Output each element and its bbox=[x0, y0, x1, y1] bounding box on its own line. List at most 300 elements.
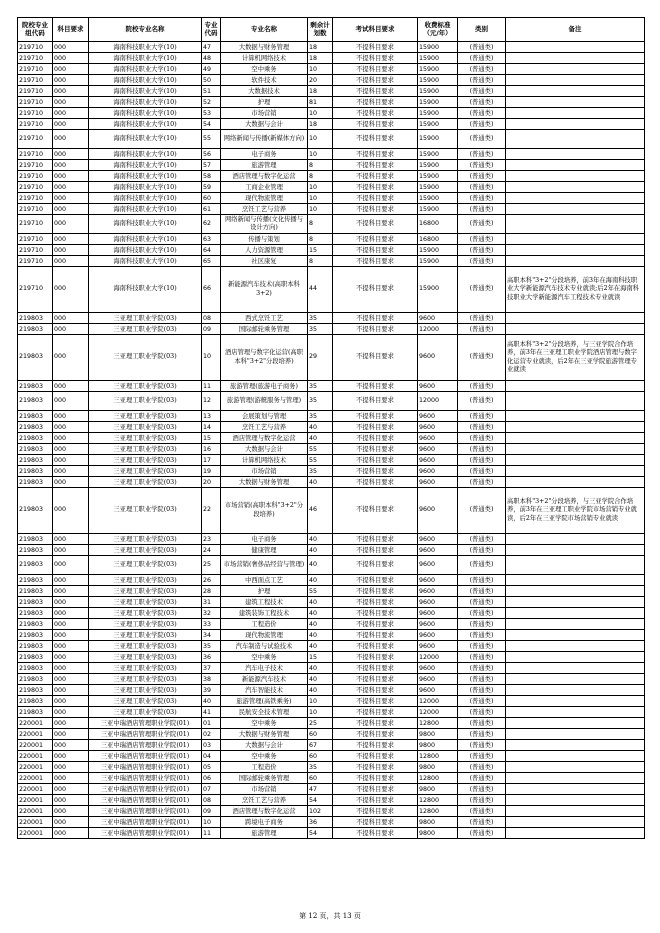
cell-note bbox=[506, 204, 645, 215]
cell-group-code: 219803 bbox=[18, 556, 53, 575]
cell-exam: 不提科目要求 bbox=[333, 652, 418, 663]
header-note: 备注 bbox=[506, 18, 645, 42]
cell-school: 三亚中瑞酒店管理职业学院(01) bbox=[89, 773, 202, 784]
cell-plan: 10 bbox=[308, 193, 333, 204]
cell-subject: 000 bbox=[53, 488, 89, 534]
cell-group-code: 219710 bbox=[18, 130, 53, 149]
cell-plan: 18 bbox=[308, 53, 333, 64]
cell-school: 三亚理工职业学院(03) bbox=[89, 433, 202, 444]
cell-major-code: 36 bbox=[202, 652, 221, 663]
cell-subject: 000 bbox=[53, 685, 89, 696]
cell-group-code: 219803 bbox=[18, 488, 53, 534]
cell-group-code: 220001 bbox=[18, 784, 53, 795]
cell-subject: 000 bbox=[53, 422, 89, 433]
cell-exam: 不提科目要求 bbox=[333, 182, 418, 193]
table-row bbox=[18, 545, 645, 556]
cell-fee: 12000 bbox=[418, 696, 458, 707]
cell-plan: 40 bbox=[308, 597, 333, 608]
cell-fee: 9600 bbox=[418, 466, 458, 477]
cell-group-code: 219803 bbox=[18, 652, 53, 663]
cell-exam: 不提科目要求 bbox=[333, 267, 418, 313]
cell-exam: 不提科目要求 bbox=[333, 586, 418, 597]
cell-major: 民航安全技术管理 bbox=[221, 707, 308, 718]
cell-major: 酒店管理与数字化运营(高职本科"3+2"分段培养) bbox=[221, 335, 308, 381]
cell-school: 三亚理工职业学院(03) bbox=[89, 630, 202, 641]
cell-subject: 000 bbox=[53, 586, 89, 597]
cell-plan: 40 bbox=[308, 477, 333, 488]
cell-exam: 不提科目要求 bbox=[333, 707, 418, 718]
cell-school: 海南科技职业大学(10) bbox=[89, 171, 202, 182]
cell-school: 海南科技职业大学(10) bbox=[89, 86, 202, 97]
cell-major-code: 04 bbox=[202, 751, 221, 762]
cell-plan: 35 bbox=[308, 324, 333, 335]
cell-major: 大数据与财务管理 bbox=[221, 42, 308, 53]
cell-subject: 000 bbox=[53, 171, 89, 182]
table-row bbox=[18, 817, 645, 828]
cell-subject: 000 bbox=[53, 204, 89, 215]
cell-major: 护理 bbox=[221, 97, 308, 108]
cell-group-code: 220001 bbox=[18, 795, 53, 806]
cell-note bbox=[506, 171, 645, 182]
table-row bbox=[18, 597, 645, 608]
cell-plan: 60 bbox=[308, 729, 333, 740]
cell-exam: 不提科目要求 bbox=[333, 215, 418, 234]
cell-plan: 15 bbox=[308, 245, 333, 256]
cell-subject: 000 bbox=[53, 806, 89, 817]
cell-plan: 40 bbox=[308, 422, 333, 433]
cell-group-code: 219710 bbox=[18, 64, 53, 75]
cell-category: (普通类) bbox=[458, 97, 506, 108]
cell-category: (普通类) bbox=[458, 411, 506, 422]
cell-group-code: 219803 bbox=[18, 313, 53, 324]
cell-subject: 000 bbox=[53, 707, 89, 718]
cell-group-code: 219803 bbox=[18, 444, 53, 455]
cell-subject: 000 bbox=[53, 411, 89, 422]
cell-exam: 不提科目要求 bbox=[333, 817, 418, 828]
cell-subject: 000 bbox=[53, 392, 89, 411]
cell-plan: 35 bbox=[308, 313, 333, 324]
table-row bbox=[18, 477, 645, 488]
table-row bbox=[18, 182, 645, 193]
cell-note bbox=[506, 718, 645, 729]
table-row bbox=[18, 171, 645, 182]
cell-note bbox=[506, 108, 645, 119]
cell-subject: 000 bbox=[53, 313, 89, 324]
cell-group-code: 219803 bbox=[18, 433, 53, 444]
cell-note bbox=[506, 477, 645, 488]
cell-major: 传播与策划 bbox=[221, 234, 308, 245]
cell-major: 旅游管理(高铁乘务) bbox=[221, 696, 308, 707]
cell-plan: 20 bbox=[308, 75, 333, 86]
cell-school: 三亚理工职业学院(03) bbox=[89, 707, 202, 718]
cell-note bbox=[506, 193, 645, 204]
cell-school: 三亚理工职业学院(03) bbox=[89, 411, 202, 422]
cell-major: 工程造价 bbox=[221, 619, 308, 630]
cell-major-code: 38 bbox=[202, 674, 221, 685]
cell-plan: 40 bbox=[308, 685, 333, 696]
cell-note bbox=[506, 608, 645, 619]
cell-exam: 不提科目要求 bbox=[333, 597, 418, 608]
cell-major: 烹饪工艺与营养 bbox=[221, 422, 308, 433]
cell-category: (普通类) bbox=[458, 335, 506, 381]
cell-note bbox=[506, 762, 645, 773]
cell-group-code: 219803 bbox=[18, 696, 53, 707]
cell-subject: 000 bbox=[53, 575, 89, 586]
cell-subject: 000 bbox=[53, 119, 89, 130]
cell-exam: 不提科目要求 bbox=[333, 556, 418, 575]
cell-group-code: 219710 bbox=[18, 182, 53, 193]
cell-category: (普通类) bbox=[458, 130, 506, 149]
cell-fee: 15900 bbox=[418, 267, 458, 313]
cell-exam: 不提科目要求 bbox=[333, 488, 418, 534]
cell-category: (普通类) bbox=[458, 256, 506, 267]
table-row bbox=[18, 488, 645, 534]
cell-category: (普通类) bbox=[458, 718, 506, 729]
cell-fee: 9600 bbox=[418, 608, 458, 619]
cell-subject: 000 bbox=[53, 108, 89, 119]
cell-group-code: 219803 bbox=[18, 534, 53, 545]
cell-exam: 不提科目要求 bbox=[333, 773, 418, 784]
cell-school: 三亚理工职业学院(03) bbox=[89, 556, 202, 575]
cell-exam: 不提科目要求 bbox=[333, 149, 418, 160]
header-school: 院校专业名称 bbox=[89, 18, 202, 42]
cell-school: 海南科技职业大学(10) bbox=[89, 53, 202, 64]
cell-group-code: 220001 bbox=[18, 729, 53, 740]
cell-major-code: 50 bbox=[202, 75, 221, 86]
cell-school: 三亚中瑞酒店管理职业学院(01) bbox=[89, 762, 202, 773]
header-plan: 剩余计 划数 bbox=[308, 18, 333, 42]
cell-note bbox=[506, 740, 645, 751]
cell-fee: 12800 bbox=[418, 795, 458, 806]
cell-category: (普通类) bbox=[458, 556, 506, 575]
cell-plan: 47 bbox=[308, 784, 333, 795]
cell-subject: 000 bbox=[53, 477, 89, 488]
table-row bbox=[18, 828, 645, 839]
cell-major: 社区康复 bbox=[221, 256, 308, 267]
cell-school: 海南科技职业大学(10) bbox=[89, 204, 202, 215]
cell-exam: 不提科目要求 bbox=[333, 245, 418, 256]
cell-school: 三亚中瑞酒店管理职业学院(01) bbox=[89, 718, 202, 729]
cell-group-code: 219710 bbox=[18, 215, 53, 234]
table-row bbox=[18, 53, 645, 64]
cell-major-code: 10 bbox=[202, 335, 221, 381]
cell-major-code: 60 bbox=[202, 193, 221, 204]
cell-plan: 60 bbox=[308, 773, 333, 784]
cell-subject: 000 bbox=[53, 149, 89, 160]
table-row bbox=[18, 335, 645, 381]
cell-plan: 8 bbox=[308, 171, 333, 182]
cell-exam: 不提科目要求 bbox=[333, 619, 418, 630]
cell-major-code: 13 bbox=[202, 411, 221, 422]
cell-plan: 40 bbox=[308, 545, 333, 556]
cell-major: 大数据与财务管理 bbox=[221, 477, 308, 488]
cell-subject: 000 bbox=[53, 335, 89, 381]
cell-subject: 000 bbox=[53, 762, 89, 773]
cell-school: 三亚中瑞酒店管理职业学院(01) bbox=[89, 828, 202, 839]
table-row bbox=[18, 608, 645, 619]
cell-major: 市场营销 bbox=[221, 466, 308, 477]
cell-note bbox=[506, 817, 645, 828]
table-row bbox=[18, 392, 645, 411]
cell-note bbox=[506, 256, 645, 267]
cell-exam: 不提科目要求 bbox=[333, 324, 418, 335]
cell-group-code: 219710 bbox=[18, 75, 53, 86]
cell-note bbox=[506, 130, 645, 149]
cell-subject: 000 bbox=[53, 53, 89, 64]
cell-group-code: 219803 bbox=[18, 663, 53, 674]
cell-note bbox=[506, 663, 645, 674]
cell-group-code: 219803 bbox=[18, 597, 53, 608]
cell-exam: 不提科目要求 bbox=[333, 685, 418, 696]
cell-major-code: 02 bbox=[202, 729, 221, 740]
cell-major: 软件技术 bbox=[221, 75, 308, 86]
cell-major: 护理 bbox=[221, 586, 308, 597]
cell-school: 三亚中瑞酒店管理职业学院(01) bbox=[89, 729, 202, 740]
cell-plan: 55 bbox=[308, 444, 333, 455]
cell-group-code: 219803 bbox=[18, 335, 53, 381]
cell-major-code: 07 bbox=[202, 784, 221, 795]
cell-subject: 000 bbox=[53, 433, 89, 444]
cell-subject: 000 bbox=[53, 455, 89, 466]
cell-group-code: 219803 bbox=[18, 466, 53, 477]
cell-major-code: 22 bbox=[202, 488, 221, 534]
cell-plan: 55 bbox=[308, 586, 333, 597]
table-row bbox=[18, 586, 645, 597]
cell-major-code: 35 bbox=[202, 641, 221, 652]
cell-exam: 不提科目要求 bbox=[333, 381, 418, 392]
cell-major: 烹饪工艺与营养 bbox=[221, 795, 308, 806]
cell-fee: 9600 bbox=[418, 455, 458, 466]
cell-exam: 不提科目要求 bbox=[333, 784, 418, 795]
cell-category: (普通类) bbox=[458, 182, 506, 193]
cell-school: 三亚中瑞酒店管理职业学院(01) bbox=[89, 784, 202, 795]
cell-plan: 10 bbox=[308, 149, 333, 160]
cell-note bbox=[506, 313, 645, 324]
cell-category: (普通类) bbox=[458, 534, 506, 545]
cell-group-code: 219710 bbox=[18, 86, 53, 97]
cell-plan: 40 bbox=[308, 663, 333, 674]
cell-school: 海南科技职业大学(10) bbox=[89, 42, 202, 53]
cell-plan: 35 bbox=[308, 466, 333, 477]
cell-major-code: 28 bbox=[202, 586, 221, 597]
cell-major-code: 32 bbox=[202, 608, 221, 619]
cell-plan: 8 bbox=[308, 234, 333, 245]
cell-plan: 40 bbox=[308, 534, 333, 545]
cell-category: (普通类) bbox=[458, 108, 506, 119]
cell-fee: 9600 bbox=[418, 597, 458, 608]
table-row bbox=[18, 75, 645, 86]
cell-note bbox=[506, 784, 645, 795]
table-row bbox=[18, 215, 645, 234]
cell-plan: 35 bbox=[308, 411, 333, 422]
table-row bbox=[18, 455, 645, 466]
cell-note: 高职本科"3+2"分段培养，与三亚学院合作培养，前3年在三亚理工职业学院市场营销专业就读，后2年在三亚学院市场营销专业就读 bbox=[506, 488, 645, 534]
cell-group-code: 219803 bbox=[18, 630, 53, 641]
cell-plan: 25 bbox=[308, 718, 333, 729]
cell-plan: 10 bbox=[308, 707, 333, 718]
cell-note bbox=[506, 392, 645, 411]
cell-exam: 不提科目要求 bbox=[333, 466, 418, 477]
cell-major-code: 16 bbox=[202, 444, 221, 455]
cell-group-code: 219710 bbox=[18, 97, 53, 108]
cell-subject: 000 bbox=[53, 641, 89, 652]
cell-school: 三亚理工职业学院(03) bbox=[89, 696, 202, 707]
cell-school: 海南科技职业大学(10) bbox=[89, 149, 202, 160]
cell-major-code: 01 bbox=[202, 718, 221, 729]
table-row bbox=[18, 784, 645, 795]
page-footer: 第 12 页，共 13 页 bbox=[299, 912, 361, 920]
cell-plan: 40 bbox=[308, 433, 333, 444]
table-row bbox=[18, 806, 645, 817]
cell-major-code: 61 bbox=[202, 204, 221, 215]
cell-fee: 15900 bbox=[418, 256, 458, 267]
cell-category: (普通类) bbox=[458, 641, 506, 652]
cell-category: (普通类) bbox=[458, 685, 506, 696]
cell-note bbox=[506, 381, 645, 392]
cell-major-code: 59 bbox=[202, 182, 221, 193]
cell-major-code: 05 bbox=[202, 762, 221, 773]
table-row bbox=[18, 433, 645, 444]
cell-major-code: 26 bbox=[202, 575, 221, 586]
cell-fee: 12000 bbox=[418, 652, 458, 663]
cell-major: 大数据与财务管理 bbox=[221, 729, 308, 740]
table-row bbox=[18, 42, 645, 53]
cell-plan: 10 bbox=[308, 130, 333, 149]
cell-note bbox=[506, 641, 645, 652]
cell-fee: 12800 bbox=[418, 751, 458, 762]
cell-plan: 18 bbox=[308, 119, 333, 130]
cell-exam: 不提科目要求 bbox=[333, 313, 418, 324]
cell-note bbox=[506, 182, 645, 193]
cell-major-code: 12 bbox=[202, 392, 221, 411]
cell-note bbox=[506, 455, 645, 466]
table-row bbox=[18, 751, 645, 762]
cell-major: 新能源汽车技术 bbox=[221, 674, 308, 685]
cell-plan: 67 bbox=[308, 740, 333, 751]
cell-category: (普通类) bbox=[458, 477, 506, 488]
cell-exam: 不提科目要求 bbox=[333, 160, 418, 171]
cell-plan: 35 bbox=[308, 762, 333, 773]
cell-subject: 000 bbox=[53, 193, 89, 204]
cell-note bbox=[506, 806, 645, 817]
cell-plan: 46 bbox=[308, 488, 333, 534]
header-exam: 考试科目要求 bbox=[333, 18, 418, 42]
cell-exam: 不提科目要求 bbox=[333, 411, 418, 422]
cell-note bbox=[506, 619, 645, 630]
cell-major-code: 20 bbox=[202, 477, 221, 488]
cell-category: (普通类) bbox=[458, 42, 506, 53]
cell-fee: 9600 bbox=[418, 313, 458, 324]
cell-group-code: 220001 bbox=[18, 773, 53, 784]
cell-fee: 15900 bbox=[418, 86, 458, 97]
cell-group-code: 219803 bbox=[18, 422, 53, 433]
cell-plan: 8 bbox=[308, 256, 333, 267]
cell-plan: 81 bbox=[308, 97, 333, 108]
cell-plan: 10 bbox=[308, 182, 333, 193]
cell-exam: 不提科目要求 bbox=[333, 828, 418, 839]
cell-subject: 000 bbox=[53, 234, 89, 245]
cell-plan: 36 bbox=[308, 817, 333, 828]
cell-school: 海南科技职业大学(10) bbox=[89, 267, 202, 313]
cell-fee: 15900 bbox=[418, 97, 458, 108]
cell-exam: 不提科目要求 bbox=[333, 718, 418, 729]
cell-exam: 不提科目要求 bbox=[333, 108, 418, 119]
cell-fee: 15900 bbox=[418, 108, 458, 119]
cell-fee: 15900 bbox=[418, 64, 458, 75]
cell-major-code: 48 bbox=[202, 53, 221, 64]
table-row bbox=[18, 619, 645, 630]
header-group-code: 院校专业 组代码 bbox=[18, 18, 53, 42]
cell-category: (普通类) bbox=[458, 630, 506, 641]
cell-major: 计算机网络技术 bbox=[221, 53, 308, 64]
cell-group-code: 219803 bbox=[18, 411, 53, 422]
cell-exam: 不提科目要求 bbox=[333, 256, 418, 267]
cell-note bbox=[506, 42, 645, 53]
cell-group-code: 219710 bbox=[18, 53, 53, 64]
cell-group-code: 219803 bbox=[18, 608, 53, 619]
cell-note bbox=[506, 597, 645, 608]
cell-exam: 不提科目要求 bbox=[333, 455, 418, 466]
cell-note bbox=[506, 556, 645, 575]
cell-school: 三亚理工职业学院(03) bbox=[89, 335, 202, 381]
cell-fee: 15900 bbox=[418, 160, 458, 171]
cell-category: (普通类) bbox=[458, 729, 506, 740]
cell-category: (普通类) bbox=[458, 149, 506, 160]
cell-major-code: 08 bbox=[202, 313, 221, 324]
cell-subject: 000 bbox=[53, 773, 89, 784]
cell-category: (普通类) bbox=[458, 773, 506, 784]
cell-exam: 不提科目要求 bbox=[333, 806, 418, 817]
cell-school: 三亚理工职业学院(03) bbox=[89, 381, 202, 392]
cell-fee: 15900 bbox=[418, 130, 458, 149]
cell-note bbox=[506, 466, 645, 477]
cell-major-code: 23 bbox=[202, 534, 221, 545]
cell-exam: 不提科目要求 bbox=[333, 740, 418, 751]
table-row bbox=[18, 234, 645, 245]
cell-note bbox=[506, 53, 645, 64]
cell-note bbox=[506, 97, 645, 108]
cell-fee: 9800 bbox=[418, 729, 458, 740]
cell-subject: 000 bbox=[53, 751, 89, 762]
cell-plan: 102 bbox=[308, 806, 333, 817]
cell-major: 计算机网络技术 bbox=[221, 455, 308, 466]
cell-category: (普通类) bbox=[458, 422, 506, 433]
cell-subject: 000 bbox=[53, 740, 89, 751]
cell-category: (普通类) bbox=[458, 313, 506, 324]
cell-major: 人力资源管理 bbox=[221, 245, 308, 256]
cell-plan: 40 bbox=[308, 630, 333, 641]
cell-fee: 15900 bbox=[418, 204, 458, 215]
cell-fee: 9600 bbox=[418, 685, 458, 696]
cell-fee: 9600 bbox=[418, 534, 458, 545]
table-body bbox=[18, 42, 645, 839]
cell-school: 三亚理工职业学院(03) bbox=[89, 422, 202, 433]
cell-major: 烹饪工艺与营养 bbox=[221, 204, 308, 215]
cell-plan: 54 bbox=[308, 795, 333, 806]
cell-major-code: 54 bbox=[202, 119, 221, 130]
cell-subject: 000 bbox=[53, 556, 89, 575]
cell-fee: 15900 bbox=[418, 245, 458, 256]
table-row bbox=[18, 444, 645, 455]
cell-note bbox=[506, 795, 645, 806]
table-header-row bbox=[18, 18, 645, 42]
cell-plan: 40 bbox=[308, 619, 333, 630]
cell-category: (普通类) bbox=[458, 575, 506, 586]
table-row bbox=[18, 674, 645, 685]
cell-subject: 000 bbox=[53, 608, 89, 619]
cell-category: (普通类) bbox=[458, 392, 506, 411]
cell-fee: 15900 bbox=[418, 193, 458, 204]
